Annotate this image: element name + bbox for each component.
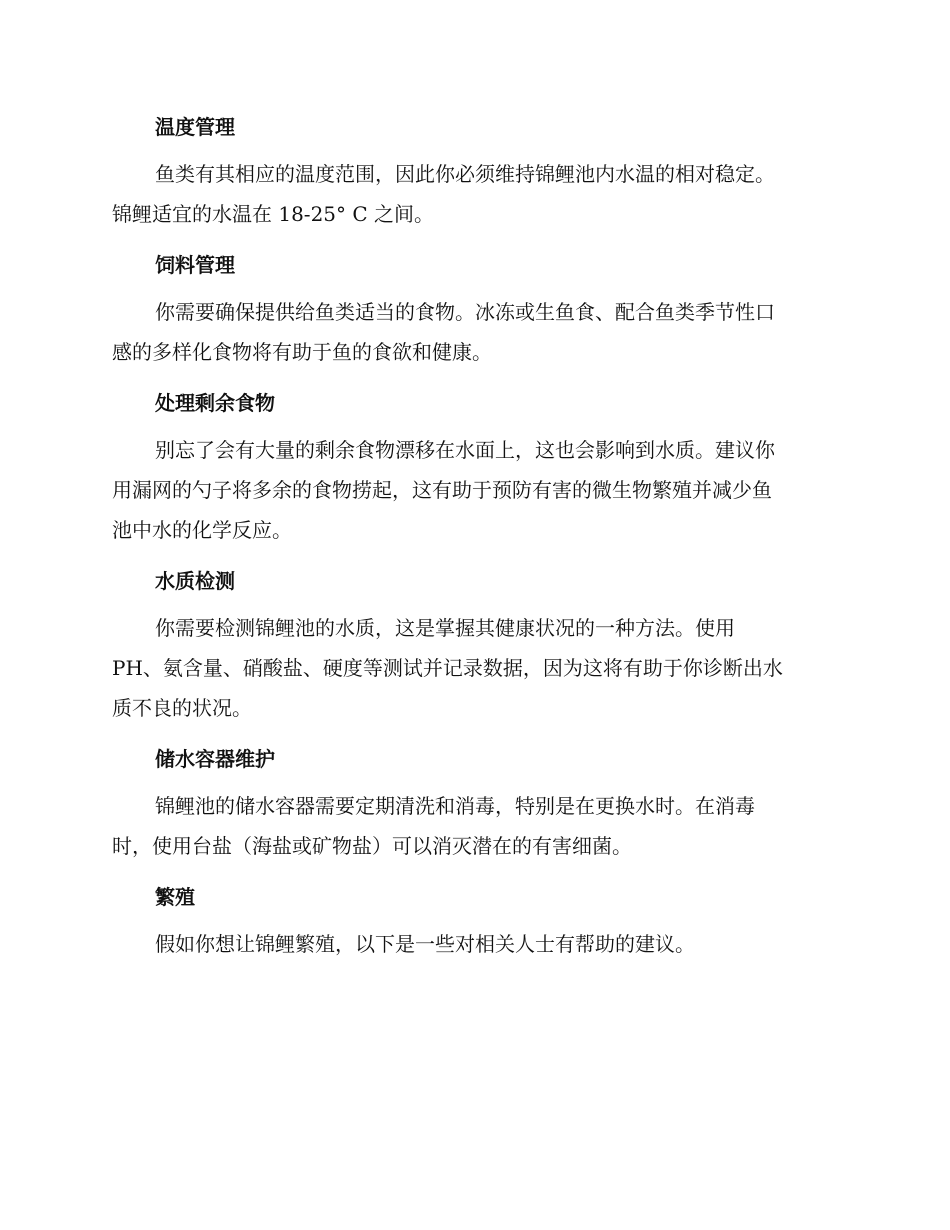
section-heading-water-testing: 水质检测: [155, 569, 235, 593]
paragraph-line: 质不良的状况。: [112, 696, 252, 720]
section-paragraph-leftover-food: [112, 430, 838, 550]
paragraph-line: 锦鲤适宜的水温在 18-25° C 之间。: [112, 202, 435, 226]
paragraph-line: PH、氨含量、硝酸盐、硬度等测试并记录数据，因为这将有助于你诊断出水: [112, 656, 783, 680]
section-heading-feed: 饲料管理: [155, 253, 235, 277]
section-heading-breeding: 繁殖: [155, 885, 195, 909]
document-body: [112, 108, 838, 976]
section-paragraph-temperature: [112, 154, 838, 234]
paragraph-line: 感的多样化食物将有助于鱼的食欲和健康。: [112, 340, 492, 364]
paragraph-line: 用漏网的勺子将多余的食物捞起，这有助于预防有害的微生物繁殖并减少鱼: [112, 478, 772, 502]
paragraph-line: 锦鲤池的储水容器需要定期清洗和消毒，特别是在更换水时。在消毒: [155, 794, 755, 818]
section-heading-leftover-food: 处理剩余食物: [155, 391, 275, 415]
section-paragraph-breeding: [112, 924, 838, 964]
section-paragraph-water-testing: [112, 608, 838, 728]
section-paragraph-container-maintenance: [112, 786, 838, 866]
paragraph-line: 假如你想让锦鲤繁殖，以下是一些对相关人士有帮助的建议。: [155, 932, 695, 956]
section-paragraph-feed: [112, 292, 838, 372]
section-heading-temperature: 温度管理: [155, 115, 235, 139]
paragraph-line: 鱼类有其相应的温度范围，因此你必须维持锦鲤池内水温的相对稳定。: [155, 162, 775, 186]
section-heading-container-maintenance: 储水容器维护: [155, 747, 275, 771]
paragraph-line: 你需要确保提供给鱼类适当的食物。冰冻或生鱼食、配合鱼类季节性口: [155, 300, 775, 324]
paragraph-line: 别忘了会有大量的剩余食物漂移在水面上，这也会影响到水质。建议你: [155, 438, 775, 462]
paragraph-line: 时，使用台盐（海盐或矿物盐）可以消灭潜在的有害细菌。: [112, 834, 632, 858]
paragraph-line: 池中水的化学反应。: [112, 518, 292, 542]
paragraph-line: 你需要检测锦鲤池的水质，这是掌握其健康状况的一种方法。使用: [155, 616, 735, 640]
